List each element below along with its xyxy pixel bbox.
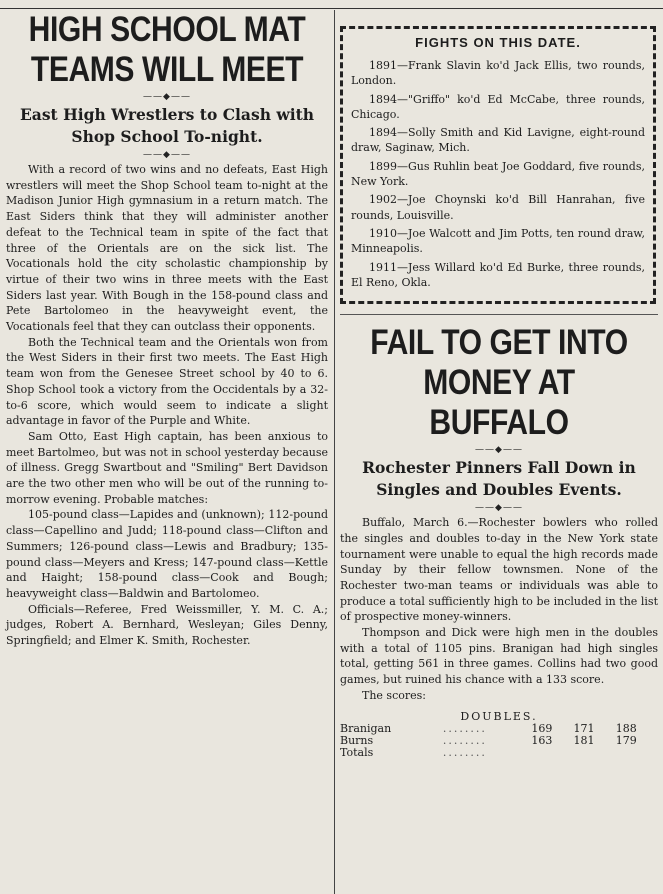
fight-entry: 1891—Frank Slavin ko'd Jack Ellis, two rounds, London. <box>351 59 645 88</box>
game-score <box>616 747 658 759</box>
fight-entry: 1910—Joe Walcott and Jim Potts, ten round draw, Minneapolis. <box>351 226 645 256</box>
paragraph: Buffalo, March 6.—Rochester bowlers who rolled the singles and doubles to-day in the New York state tournament were unable to equal the high records made Sunday by their fellow townsmen. None of the Rochester two-man teams or individuals was able to produce a total sufficiently high to be included in the list of prospective money-winners. <box>340 516 658 624</box>
fight-entry: 1911—Jess Willard ko'd Ed Burke, three rounds, El Reno, Okla. <box>351 260 645 289</box>
bowler-name: Burns <box>340 733 374 747</box>
fight-entry: 1894—"Griffo" ko'd Ed McCabe, three rounds, Chicago. <box>351 92 645 121</box>
ornament-divider: ——◆—— <box>475 445 523 456</box>
ornament-divider: ——◆—— <box>143 150 191 160</box>
table-row <box>340 735 658 747</box>
fight-entry: 1899—Gus Ruhlin beat Joe Goddard, five rounds, New York. <box>351 159 645 189</box>
game-score: 171 <box>573 721 595 735</box>
paragraph: With a record of two wins and no defeats, East High wrestlers will meet the Shop School team to-night at the Madison Junior High gymnasium in a return match. The East Siders think that they will administer another defeat to the Technical team in spite of the fact that three of the Orientals are on the sick list. The Vocationals hold the city scholastic championship by virtue of their two wins in three meets with the East Siders last year. With Bough in the 158-pound class and Pete Bartolomeo in the heavyweight event, the Vocationals feel that they can outclass their opponents. <box>6 163 328 334</box>
game-score: 163 <box>531 733 553 747</box>
game-score: 188 <box>615 721 637 735</box>
fights-box-title: FIGHTS ON THIS DATE. <box>415 35 581 50</box>
headline-line-1: HIGH SCHOOL MAT <box>28 10 306 49</box>
paragraph: Both the Technical team and the Orientals won from the West Siders in their first two meets. The East High team won from the Genesee Street school by 40 to 6. Shop School took a victory from the Occidentals by a 32-to-6 score, which would seem to indicate a slight advantage in favor of the Purple and White. <box>6 335 328 428</box>
fight-entry: 1902—Joe Choynski ko'd Bill Hanrahan, five rounds, Louisville. <box>351 193 645 222</box>
bowler-name: Branigan <box>340 721 392 735</box>
headline-line-1: FAIL TO GET INTO <box>370 323 628 363</box>
table-row <box>340 747 658 759</box>
column-divider <box>334 10 335 894</box>
article-body <box>6 162 328 649</box>
game-score: 181 <box>573 733 595 747</box>
top-rule <box>0 0 663 9</box>
left-article <box>6 10 328 649</box>
paragraph: Sam Otto, East High captain, has been anxious to meet Bartolmeo, but was not in school yesterday because of illness. Gregg Swartbout and "Smiling" Bert Davidson are the two other men who will be out of the running to-morrow evening. Probable matches: <box>6 429 328 506</box>
headline-line-2: MONEY AT BUFFALO <box>423 363 575 443</box>
article-body <box>340 515 658 703</box>
subheadline: Rochester Pinners Fall Down in Singles and Doubles Events. <box>362 458 636 500</box>
fight-entry: 1894—Solly Smith and Kid Lavigne, eight-round draw, Saginaw, Mich. <box>351 126 645 155</box>
headline-line-2: TEAMS WILL MEET <box>30 50 304 89</box>
scores-heading: DOUBLES. <box>460 709 538 723</box>
paragraph: Officials—Referee, Fred Weissmiller, Y. M. C. A.; judges, Robert A. Bernhard, Wesleyan; Giles Denny, Springfield; and Elmer K. Smith, Rochester. <box>6 602 328 648</box>
game-score: 179 <box>615 733 637 747</box>
leader-dots: ........ <box>442 733 487 747</box>
paragraph: 105-pound class—Lapides and (unknown); 112-pound class—Capellino and Judd; 118-pound class—Clifton and Summers; 126-pound class—Lewis and Bradbury; 135-pound class—Meyers and Kress; 147-pound class—Kettle and Haight; 158-pound class—Cook and Bough; heavyweight class—Baldwin and Bartolomeo. <box>6 508 328 600</box>
table-row <box>340 723 658 735</box>
game-score <box>574 747 616 759</box>
game-score: 169 <box>531 721 553 735</box>
ornament-divider: ——◆—— <box>143 92 191 102</box>
right-column <box>340 10 658 759</box>
scores-table <box>340 723 658 759</box>
section-rule <box>340 314 658 315</box>
paragraph: Thompson and Dick were high men in the doubles with a total of 1105 pins. Branigan had high singles total, getting 561 in three games. Collins had two good games, but ruined his chance with a 133 score. <box>340 626 658 687</box>
ornament-divider: ——◆—— <box>475 503 523 514</box>
leader-dots: ........ <box>442 745 487 759</box>
leader-dots: ........ <box>442 721 487 735</box>
paragraph: The scores: <box>362 688 426 702</box>
fights-on-this-date-box <box>340 26 656 304</box>
subheadline: East High Wrestlers to Clash with Shop School To-night. <box>19 105 315 146</box>
game-score <box>531 747 573 759</box>
bowler-name: Totals <box>340 745 374 759</box>
